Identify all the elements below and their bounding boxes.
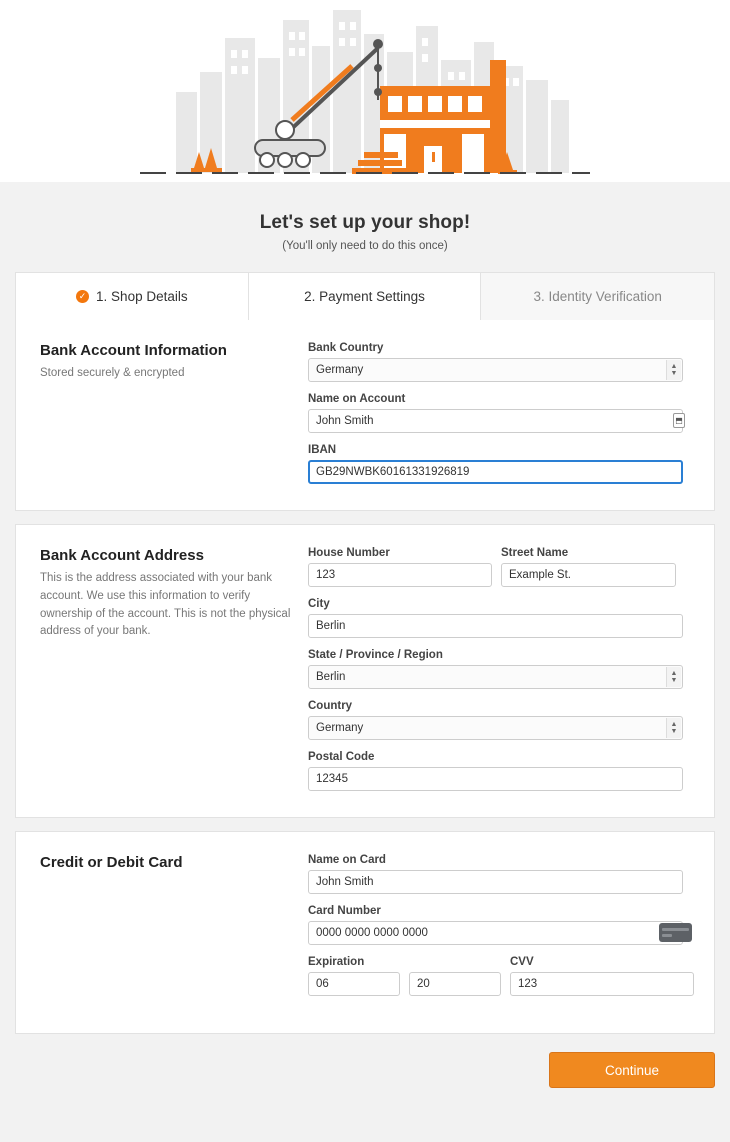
check-circle-icon: ✓: [76, 290, 89, 303]
street-name-label: Street Name: [501, 547, 569, 559]
chevron-updown-icon[interactable]: ▲ ▼: [666, 360, 681, 380]
country-select[interactable]: [308, 716, 683, 740]
expiration-label: Expiration: [308, 956, 365, 968]
bank-account-information-header: [40, 342, 308, 484]
bank-account-address-card: [15, 524, 715, 818]
name-on-card-label: Name on Card: [308, 854, 386, 866]
name-on-account-field: [308, 393, 690, 433]
credit-debit-card-header: [40, 854, 308, 1007]
page-title: Let's set up your shop!: [259, 212, 471, 233]
name-on-account-label: Name on Account: [308, 393, 406, 405]
iban-label: IBAN: [308, 444, 337, 456]
country-value: Germany: [316, 722, 364, 734]
country-label: Country: [308, 700, 353, 712]
card-number-label: Card Number: [308, 905, 381, 917]
house-number-input[interactable]: [308, 563, 492, 587]
footer-actions: [15, 1052, 715, 1088]
bank-country-label: Bank Country: [308, 342, 384, 354]
expiration-year-field: [409, 956, 501, 996]
expiration-month-field: [308, 956, 400, 996]
construction-scene-icon: [0, 0, 730, 174]
country-field: [308, 700, 690, 740]
credit-debit-card-title: Credit or Debit Card: [40, 854, 183, 871]
house-street-row: [308, 547, 690, 598]
card-number-input[interactable]: [308, 921, 683, 945]
tab-shop-details[interactable]: [16, 273, 249, 320]
bank-country-field: [308, 342, 690, 382]
bank-account-information-desc: Stored securely & encrypted: [40, 367, 185, 379]
step-tabs: [15, 272, 715, 320]
name-on-card-input[interactable]: [308, 870, 683, 894]
house-number-label: House Number: [308, 547, 390, 559]
hero-illustration: [0, 0, 730, 182]
street-name-field: [501, 547, 676, 598]
name-on-card-field: [308, 854, 694, 894]
street-name-input[interactable]: [501, 563, 676, 587]
iban-field: [308, 444, 690, 484]
name-on-account-input[interactable]: [308, 409, 683, 433]
expiration-year-label-spacer: [409, 956, 501, 968]
bank-account-information-card: [15, 320, 715, 511]
continue-button[interactable]: Continue: [549, 1052, 715, 1088]
credit-card-icon[interactable]: [659, 923, 692, 942]
state-field: [308, 649, 690, 689]
postal-code-field: [308, 751, 690, 791]
chevron-updown-icon[interactable]: ▲ ▼: [666, 667, 681, 687]
tab-shop-details-label: 1. Shop Details: [96, 289, 188, 304]
bank-account-address-fields: [308, 547, 690, 791]
city-label: City: [308, 598, 330, 610]
bank-account-information-title: Bank Account Information: [40, 342, 227, 359]
bank-account-information-fields: [308, 342, 690, 484]
bank-account-address-header: [40, 547, 308, 791]
tab-identity-verification-label: 3. Identity Verification: [533, 289, 662, 304]
state-value: Berlin: [316, 671, 346, 683]
credit-debit-card-fields: [308, 854, 694, 1007]
house-number-field: [308, 547, 492, 587]
state-select[interactable]: [308, 665, 683, 689]
state-label: State / Province / Region: [308, 649, 443, 661]
city-input[interactable]: [308, 614, 683, 638]
bank-country-value: Germany: [316, 364, 364, 376]
expiration-year-input[interactable]: [409, 972, 501, 996]
cvv-input[interactable]: [510, 972, 694, 996]
cvv-field: [510, 956, 694, 1007]
expiration-month-input[interactable]: [308, 972, 400, 996]
bank-account-address-title: Bank Account Address: [40, 547, 204, 564]
bank-account-address-desc: This is the address associated with your bank account. We use this information to verify ownership of the account. This is not the physical address of your bank.: [40, 572, 291, 638]
expiration-cvv-row: [308, 956, 694, 1007]
tab-payment-settings-label: 2. Payment Settings: [304, 289, 425, 304]
postal-code-input[interactable]: [308, 767, 683, 791]
postal-code-label: Postal Code: [308, 751, 375, 763]
card-number-field: [308, 905, 694, 945]
city-field: [308, 598, 690, 638]
page-heading: [0, 182, 730, 266]
iban-input[interactable]: [308, 460, 683, 484]
credit-debit-card-card: [15, 831, 715, 1034]
autofill-icon[interactable]: ⬒: [673, 413, 685, 428]
chevron-updown-icon[interactable]: ▲ ▼: [666, 718, 681, 738]
tab-identity-verification[interactable]: [481, 273, 714, 320]
cvv-label: CVV: [510, 956, 534, 968]
page-subtitle: (You'll only need to do this once): [282, 240, 448, 252]
bank-country-select[interactable]: [308, 358, 683, 382]
tab-payment-settings[interactable]: [249, 273, 482, 320]
